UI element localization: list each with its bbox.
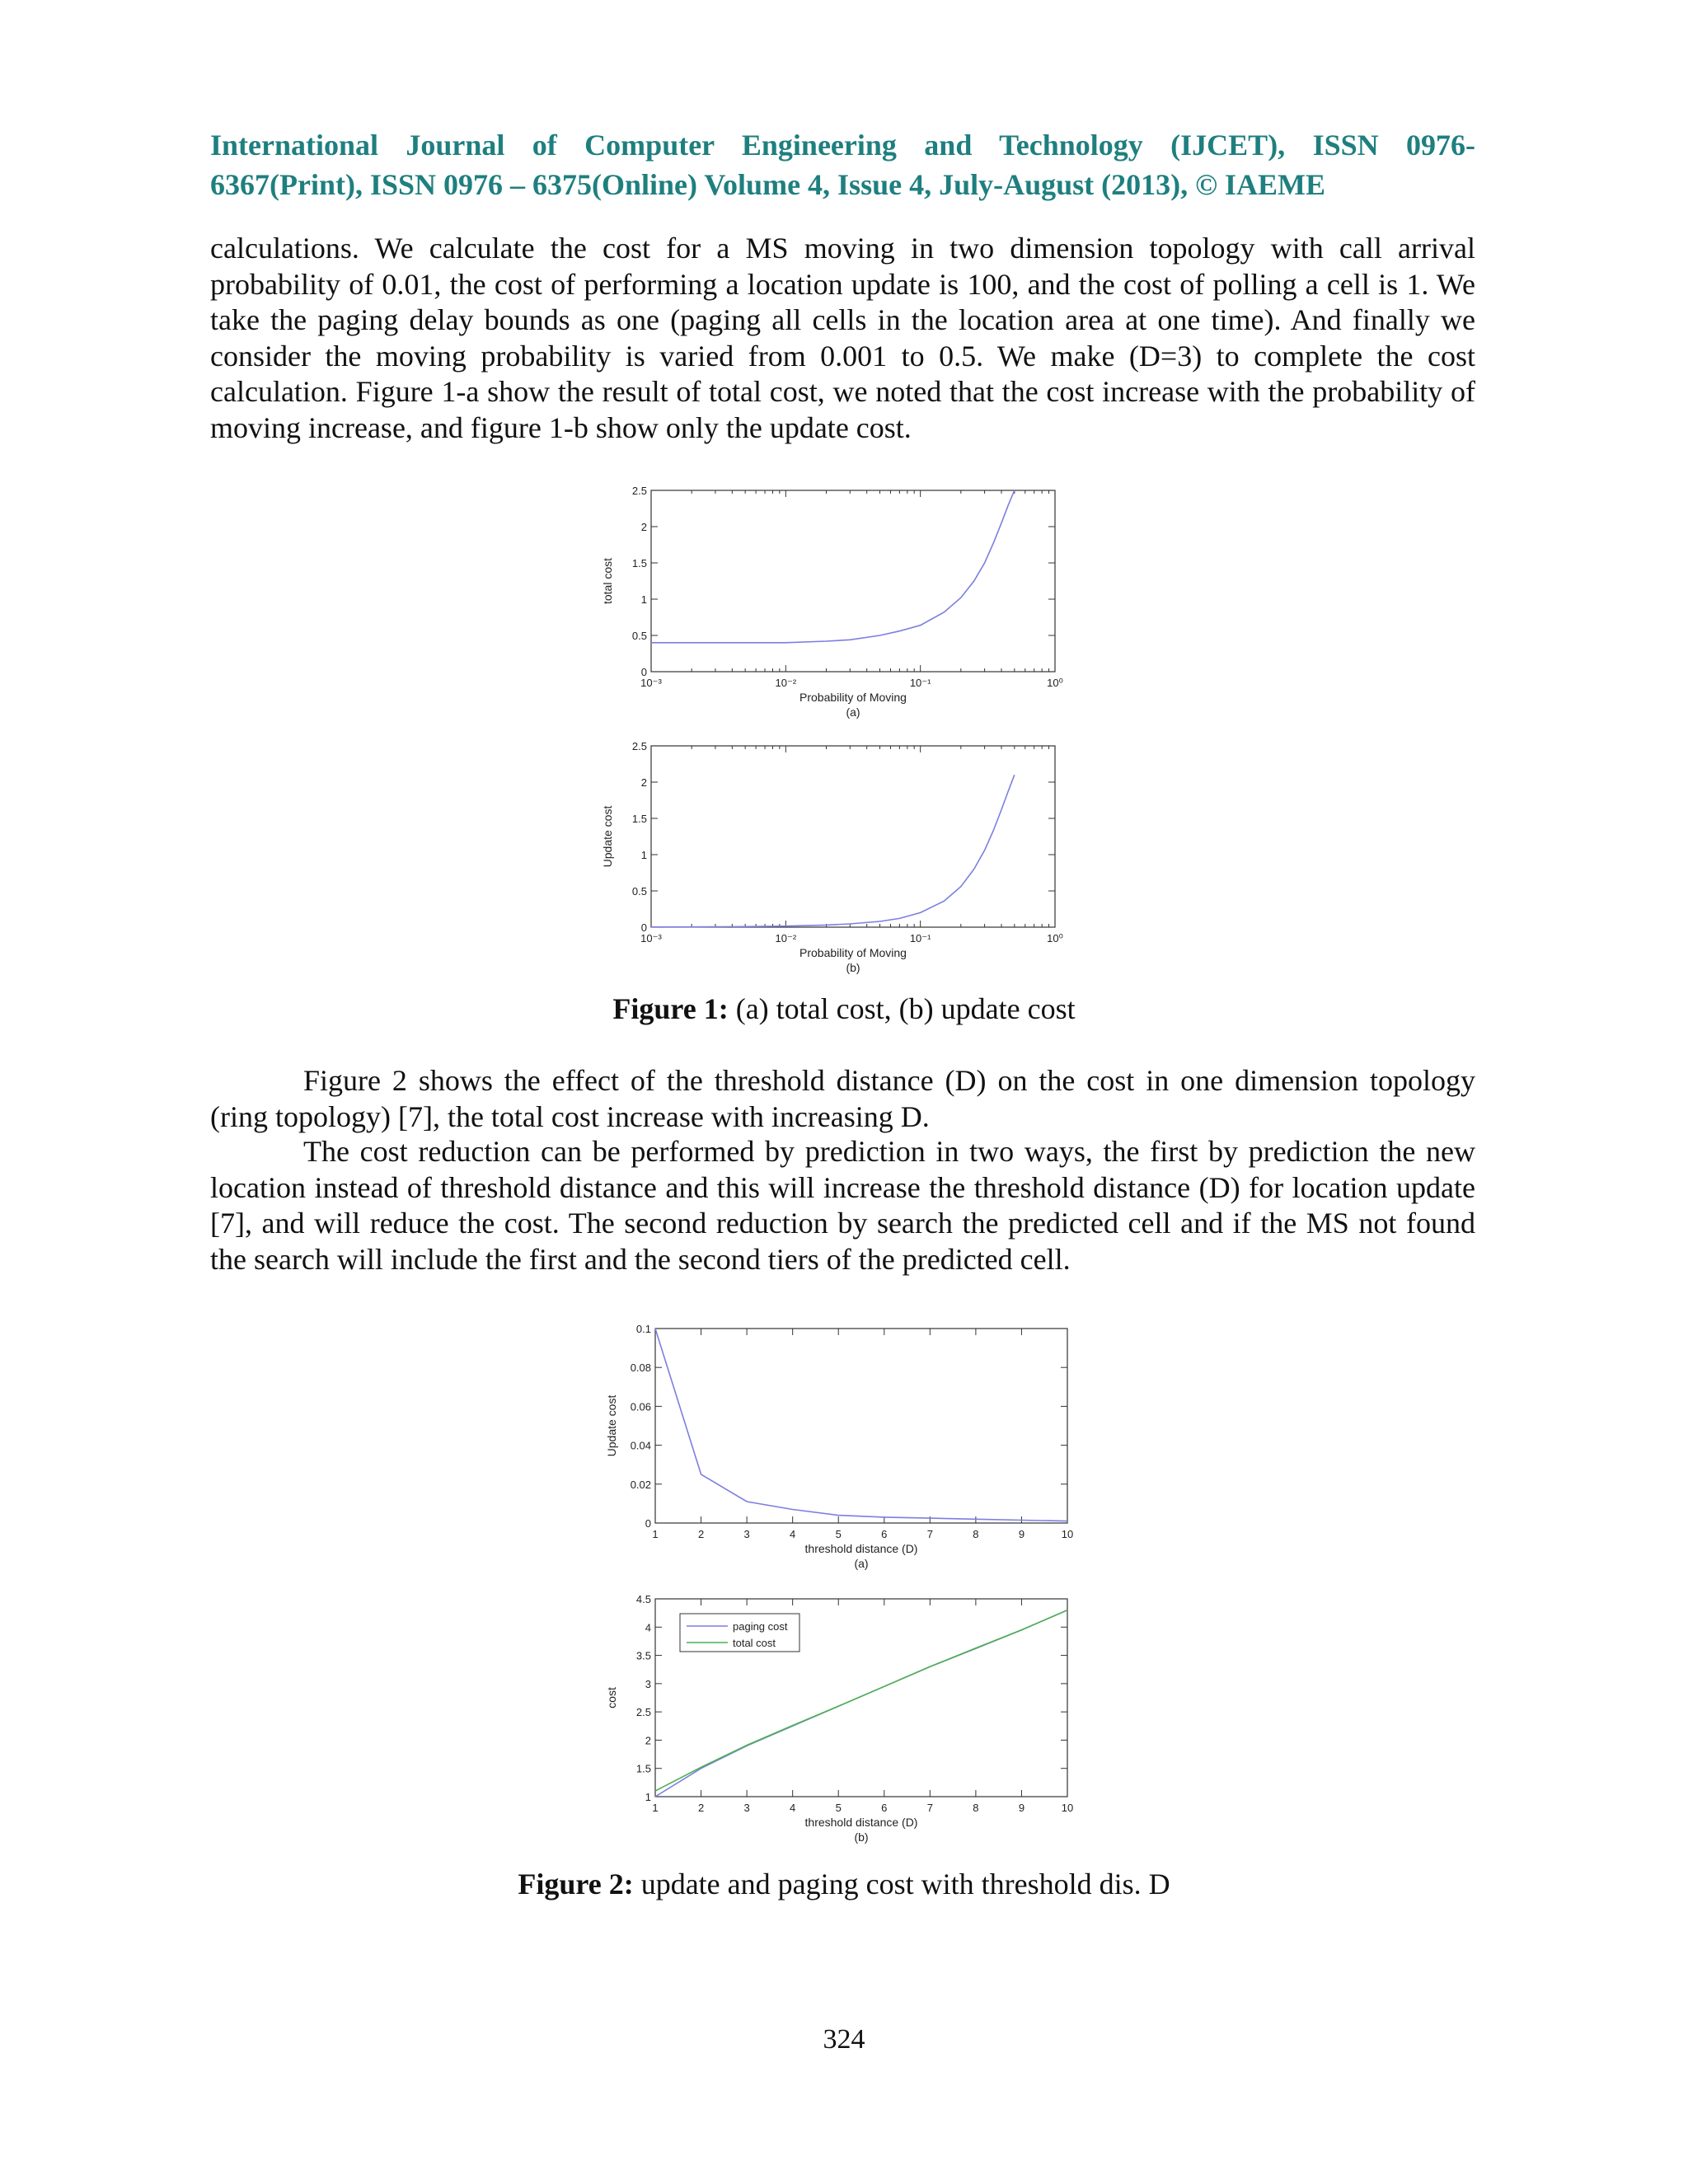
x-tick-label: 10⁻² [775, 677, 797, 689]
y-tick-label: 2.5 [631, 485, 647, 497]
x-tick-label: 10⁻¹ [909, 677, 931, 689]
y-tick-label: 0.5 [631, 630, 647, 642]
x-tick-label: 4 [790, 1802, 796, 1814]
x-tick-label: 10⁻¹ [909, 932, 931, 944]
paragraph-threshold-effect: Figure 2 shows the effect of the threshold distance (D) on the cost in one dimension topology (ring topology) [7], the total cost increase with increasing D. [210, 1064, 1475, 1133]
x-axis-label: Probability of Moving [799, 946, 907, 959]
figure-2a-chart [577, 1319, 1104, 1582]
plot-frame [651, 490, 1055, 672]
y-tick-label: 4 [645, 1621, 651, 1634]
y-tick-label: 1 [645, 1791, 651, 1803]
y-tick-label: 0.08 [630, 1361, 651, 1375]
y-tick-label: 0.02 [630, 1478, 651, 1491]
y-tick-label: 0.04 [630, 1439, 651, 1452]
subfigure-label: (a) [846, 705, 860, 719]
x-tick-label: 7 [926, 1802, 933, 1814]
x-tick-label: 5 [835, 1802, 842, 1814]
x-tick-label: 7 [926, 1528, 933, 1540]
plot-frame [651, 746, 1055, 927]
y-tick-label: 1.5 [631, 557, 647, 569]
figure-1a-chart [577, 482, 1104, 729]
figure-1b-chart [577, 738, 1104, 985]
y-tick-label: 1.5 [631, 813, 647, 825]
y-tick-label: 4.5 [635, 1593, 651, 1605]
y-tick-label: 1 [640, 849, 647, 861]
subfigure-label: (a) [854, 1557, 869, 1570]
figure-2-caption-text: update and paging cost with threshold dis. D [633, 1868, 1170, 1900]
figure-2-caption [0, 1866, 1688, 1902]
y-tick-label: 2.5 [635, 1706, 651, 1719]
x-tick-label: 9 [1018, 1802, 1025, 1814]
x-tick-label: 10 [1061, 1528, 1074, 1540]
x-axis-label: threshold distance (D) [804, 1542, 918, 1555]
x-tick-label: 8 [973, 1528, 979, 1540]
legend-label: paging cost [733, 1620, 788, 1633]
x-axis-label: Probability of Moving [799, 691, 907, 704]
y-axis-label: Update cost [605, 1394, 618, 1457]
paragraph-cost-reduction: The cost reduction can be performed by prediction in two ways, the first by prediction the new location instead of threshold distance and this will increase the threshold distance (D) for location update [7], and will reduce the cost. The second reduction by search the predicted cell and if the MS not found the search will include the first and the second tiers of the predicted cell. [210, 1135, 1475, 1276]
journal-header-line-2: 6367(Print), ISSN 0976 – 6375(Online) Volume 4, Issue 4, July-August (2013), © IAEME [210, 168, 1326, 201]
x-tick-label: 6 [881, 1802, 888, 1814]
plot-frame [655, 1329, 1067, 1523]
journal-header-line-1: International Journal of Computer Engineering and Technology (IJCET), ISSN 0976- [210, 129, 1475, 162]
y-tick-label: 0 [645, 1517, 651, 1530]
x-tick-label: 10⁰ [1047, 932, 1063, 944]
y-tick-label: 0.5 [631, 885, 647, 898]
x-tick-label: 10 [1061, 1802, 1074, 1814]
x-tick-label: 10⁻² [775, 932, 797, 944]
y-tick-label: 1.5 [635, 1762, 651, 1775]
x-tick-label: 10⁻³ [640, 932, 662, 944]
figure-1-caption [0, 991, 1688, 1027]
legend-label: total cost [733, 1637, 776, 1649]
x-tick-label: 10⁻³ [640, 677, 662, 689]
y-axis-label: cost [605, 1687, 618, 1708]
subfigure-label: (b) [854, 1830, 869, 1844]
y-tick-label: 0 [640, 921, 647, 934]
x-tick-label: 1 [652, 1802, 659, 1814]
x-tick-label: 10⁰ [1047, 677, 1063, 689]
x-axis-label: threshold distance (D) [804, 1816, 918, 1829]
y-tick-label: 2.5 [631, 740, 647, 752]
y-tick-label: 2 [640, 521, 647, 533]
x-tick-label: 1 [652, 1528, 659, 1540]
paragraph-cost-calculation: calculations. We calculate the cost for a MS moving in two dimension topology with call arrival probability of 0.01, the cost of performing a location update is 100, and the cost of polling a cell is 1. We take the paging delay bounds as one (paging all cells in the location area at one time). And finally we consider the moving probability is varied from 0.001 to 0.5. We make (D=3) to complete the cost calculation. Figure 1-a show the result of total cost, we noted that the cost increase with the probability of moving increase, and figure 1-b show only the update cost. [210, 232, 1475, 444]
figure-2-label: Figure 2: [518, 1868, 634, 1900]
x-tick-label: 6 [881, 1528, 888, 1540]
y-tick-label: 0.06 [630, 1400, 651, 1413]
x-tick-label: 8 [973, 1802, 979, 1814]
y-tick-label: 0.1 [635, 1323, 651, 1335]
figure-1-label: Figure 1: [612, 992, 729, 1025]
x-tick-label: 2 [697, 1802, 705, 1814]
x-tick-label: 5 [835, 1528, 842, 1540]
x-tick-label: 3 [743, 1802, 750, 1814]
subfigure-label: (b) [846, 961, 860, 974]
x-tick-label: 9 [1018, 1528, 1025, 1540]
y-axis-label: total cost [601, 557, 614, 605]
y-tick-label: 2 [640, 776, 647, 789]
y-tick-label: 0 [640, 666, 647, 678]
figure-2b-chart [577, 1589, 1104, 1861]
y-axis-label: Update cost [601, 805, 614, 868]
journal-header [210, 125, 1475, 204]
y-tick-label: 3 [645, 1677, 651, 1690]
figure-1-caption-text: (a) total cost, (b) update cost [728, 992, 1076, 1025]
x-tick-label: 4 [790, 1528, 796, 1540]
x-tick-label: 3 [743, 1528, 750, 1540]
y-tick-label: 2 [645, 1734, 651, 1747]
page-number: 324 [823, 2024, 865, 2055]
y-tick-label: 3.5 [635, 1649, 651, 1662]
y-tick-label: 1 [640, 593, 647, 606]
x-tick-label: 2 [697, 1528, 705, 1540]
